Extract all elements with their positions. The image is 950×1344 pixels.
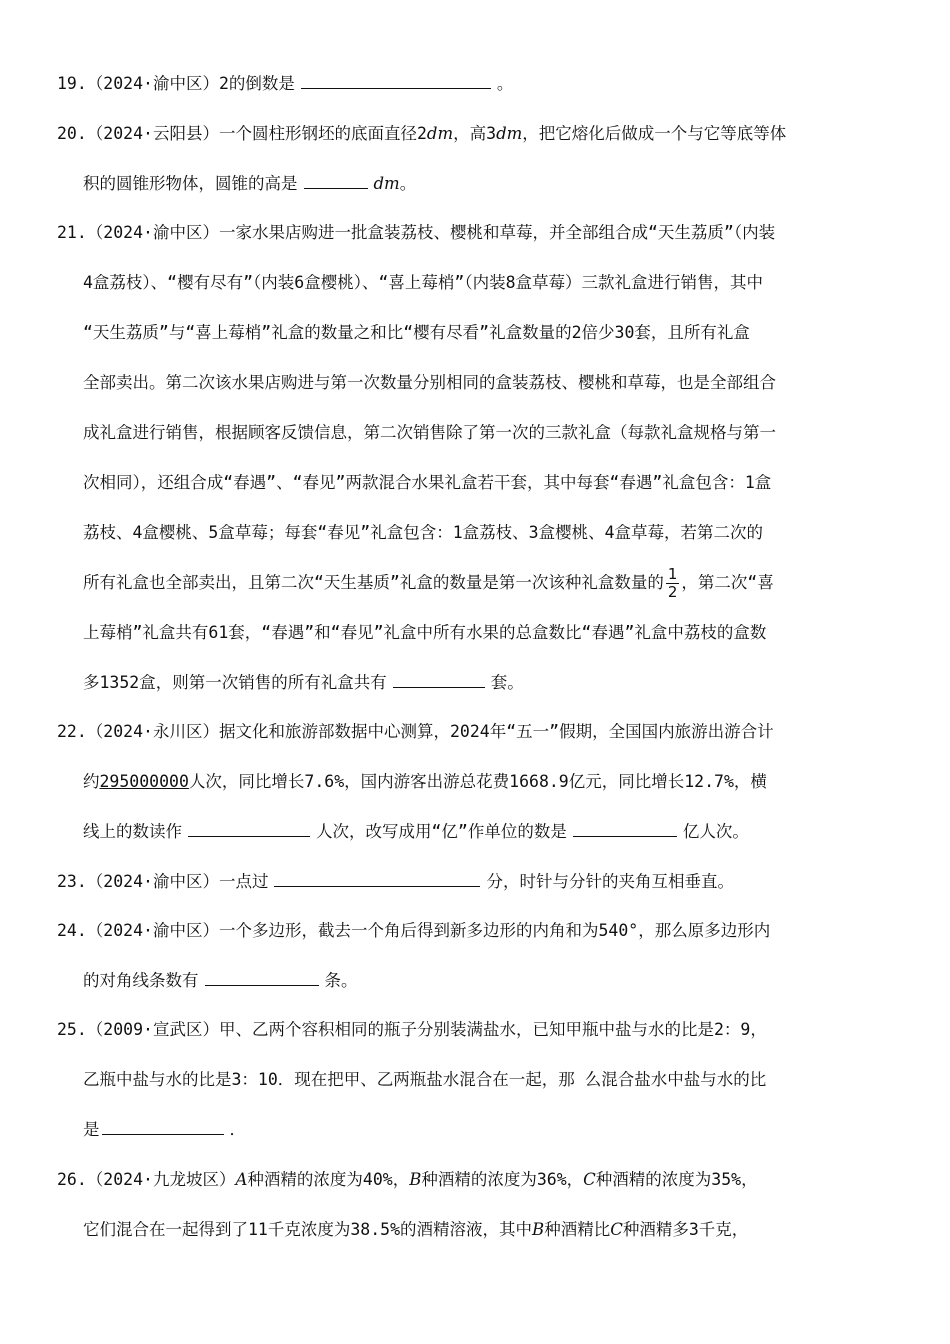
text: 所有礼盒也全部卖出，且第二次“天生基质”礼盒的数量是第一次该种礼盒数量的 [83, 573, 664, 592]
question-22-line-1: 22.（2024·永川区）据文化和旅游部数据中心测算，2024年“五一”假期，全国国内旅游出游合计 [57, 722, 774, 741]
question-21-line-5: 成礼盒进行销售，根据顾客反馈信息，第二次销售除了第一次的三款礼盒（每款礼盒规格与第一 [83, 423, 776, 442]
question-21-line-7: 荔枝、4盒樱桃、5盒草莓；每套“春见”礼盒包含：1盒荔枝、3盒樱桃、4盒草莓，若第二次的 [83, 523, 764, 542]
unit: dm [426, 124, 454, 143]
text: 积的圆锥形物体，圆锥的高是 [83, 174, 298, 193]
text: 26.（2024·九龙坡区） [57, 1170, 236, 1189]
question-24-line-1: 24.（2024·渝中区）一个多边形，截去一个角后得到新多边形的内角和为540°，那么原多边形内 [57, 921, 771, 940]
question-21-line-10 [57, 658, 895, 708]
text: 亿人次。 [682, 822, 749, 841]
answer-blank-yi[interactable] [573, 820, 677, 837]
variable-a: A [235, 1170, 248, 1189]
question-24 [57, 906, 895, 1006]
text: 线上的数读作 [83, 822, 182, 841]
text: 套。 [490, 673, 524, 692]
fraction-numerator: 1 [667, 565, 678, 583]
question-26-line-2 [57, 1205, 895, 1255]
unit: dm [373, 174, 400, 193]
text: 种酒精多3千克， [622, 1220, 749, 1239]
question-21-line-3: “天生荔质”与“喜上莓梢”礼盒的数量之和比“樱有尽看”礼盒数量的2倍少30套，且所有礼盒 [83, 323, 750, 342]
answer-blank-reading[interactable] [188, 820, 310, 837]
question-19-line-1 [57, 59, 895, 109]
text: 。 [496, 74, 514, 93]
text: 种酒精的浓度为36%， [421, 1170, 584, 1189]
question-22-line-2 [57, 757, 895, 807]
question-21-line-4: 全部卖出。第二次该水果店购进与第一次数量分别相同的盒装荔枝、樱桃和草莓，也是全部组合 [83, 373, 776, 392]
answer-blank[interactable] [102, 1118, 224, 1135]
text: 23.（2024·渝中区）一点过 [57, 872, 269, 891]
text: 它们混合在一起得到了11千克浓度为38.5%的酒精溶液，其中 [83, 1220, 533, 1239]
question-21-line-2: 4盒荔枝）、“樱有尽有”（内装6盒樱桃）、“喜上莓梢”（内装8盒草莓）三款礼盒进行销售，其中 [83, 273, 764, 292]
question-19 [57, 59, 895, 109]
text: 多1352盒，则第一次销售的所有礼盒共有 [83, 673, 387, 692]
question-21-line-1: 21.（2024·渝中区）一家水果店购进一批盒装荔枝、樱桃和草莓，并全部组合成“天生荔质”（内装 [57, 223, 776, 242]
question-21 [57, 208, 895, 708]
answer-blank[interactable] [393, 671, 485, 688]
underlined-number: 295000000 [99, 772, 189, 791]
question-26 [57, 1155, 895, 1255]
answer-blank[interactable] [274, 870, 480, 887]
question-23-line-1 [57, 857, 895, 907]
variable-c: C [583, 1170, 596, 1189]
question-26-line-1 [57, 1155, 895, 1205]
question-24-line-2 [57, 956, 895, 1006]
fraction-denominator: 2 [667, 583, 678, 601]
question-20 [57, 109, 895, 209]
question-21-line-8 [57, 558, 895, 608]
answer-blank[interactable] [301, 72, 491, 89]
question-25-line-1: 25.（2009·宣武区）甲、乙两个容积相同的瓶子分别装满盐水，已知甲瓶中盐与水的比是2：9， [57, 1020, 767, 1039]
text: ，高3 [453, 124, 497, 143]
fraction [666, 566, 680, 601]
question-20-line-2 [57, 159, 895, 209]
text: 。 [399, 174, 417, 193]
answer-blank[interactable] [205, 969, 319, 986]
text: ，第二次“喜 [681, 573, 774, 592]
text: 种酒精比 [544, 1220, 611, 1239]
text: 条。 [324, 971, 358, 990]
text: 约 [83, 772, 100, 791]
question-25-line-3 [57, 1105, 895, 1155]
question-22 [57, 707, 895, 857]
question-25-line-2: 乙瓶中盐与水的比是3：10．现在把甲、乙两瓶盐水混合在一起，那 么混合盐水中盐与水的比 [83, 1070, 767, 1089]
variable-b: B [409, 1170, 422, 1189]
text: 种酒精的浓度为35%， [595, 1170, 758, 1189]
text: 人次，同比增长7.6%，国内游客出游总花费1668.9亿元，同比增长12.7%，横 [188, 772, 767, 791]
text: 人次，改写成用“亿”作单位的数是 [316, 822, 567, 841]
text: ，把它熔化后做成一个与它等底等体 [522, 124, 787, 143]
text: 分，时针与分针的夹角互相垂直。 [486, 872, 734, 891]
text: 的对角线条数有 [83, 971, 199, 990]
text: 是 [83, 1120, 100, 1139]
answer-blank[interactable] [304, 172, 368, 189]
variable-b: B [532, 1220, 545, 1239]
question-25 [57, 1005, 895, 1155]
text: ． [229, 1120, 246, 1139]
variable-c: C [610, 1220, 623, 1239]
text: 种酒精的浓度为40%， [247, 1170, 410, 1189]
unit: dm [496, 124, 523, 143]
question-21-line-9: 上莓梢”礼盒共有61套，“春遇”和“春见”礼盒中所有水果的总盒数比“春遇”礼盒中荔枝的盒数 [83, 623, 767, 642]
question-22-line-3 [57, 807, 895, 857]
question-23 [57, 857, 895, 907]
question-20-line-1 [57, 109, 895, 159]
text: 20.（2024·云阳县）一个圆柱形钢坯的底面直径2 [57, 124, 427, 143]
question-21-line-6: 次相同），还组合成“春遇”、“春见”两款混合水果礼盒若干套，其中每套“春遇”礼盒包含：1盒 [83, 473, 772, 492]
text: 19.（2024·渝中区）2的倒数是 [57, 74, 295, 93]
